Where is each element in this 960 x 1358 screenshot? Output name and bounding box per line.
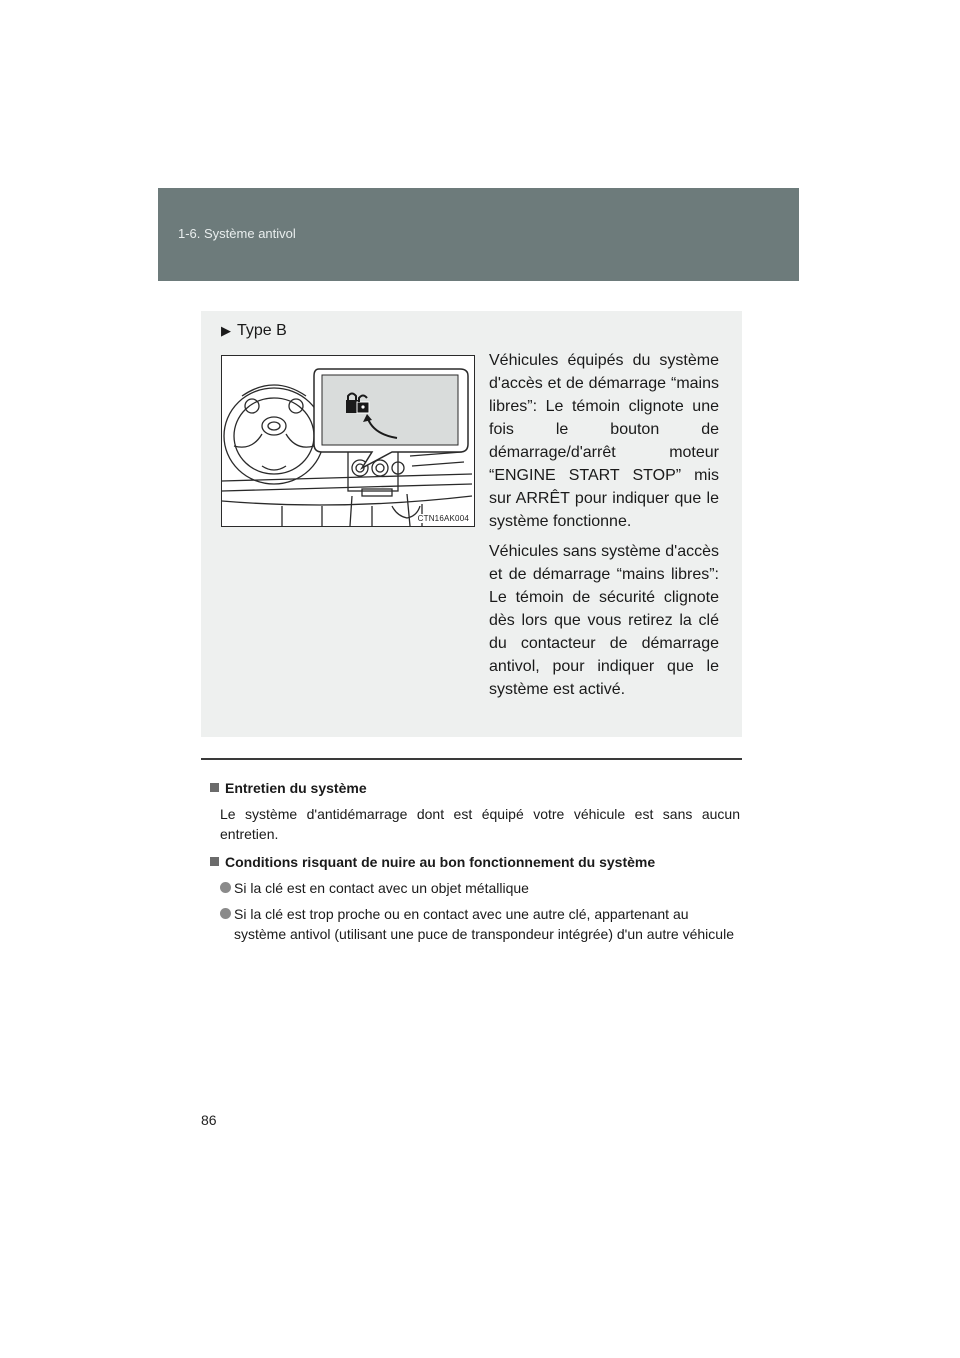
info-box (201, 311, 742, 737)
maintenance-heading (210, 778, 740, 798)
section-title: 1-6. Système antivol (178, 226, 296, 241)
indicator-panel (322, 375, 458, 445)
circle-bullet-icon (220, 908, 231, 919)
conditions-heading (210, 852, 740, 872)
description-paragraph: Véhicules équipés du système d'accès et de démarrage “mains libres”: Le témoin clignote une fois le bouton de démarrage/d'arrêt moteur “ENGINE START STOP” mis sur ARRÊT pour indiquer que le système fonctionne. (489, 352, 719, 530)
page-number: 86 (201, 1112, 217, 1128)
type-label-text: Type B (237, 322, 287, 339)
conditions-heading-text: Conditions risquant de nuire au bon fonctionnement du système (225, 854, 656, 870)
notes-section (210, 778, 740, 944)
square-bullet-icon (210, 783, 219, 792)
dashboard-drawing (222, 356, 474, 526)
maintenance-heading-text: Entretien du système (225, 780, 367, 796)
list-item (234, 878, 740, 898)
steering-wheel-hub (262, 417, 286, 435)
description-with-smart-key (489, 349, 719, 533)
description-paragraph: Véhicules sans système d'accès et de démarrage “mains libres”: Le témoin de sécurité clignote dès lors que vous retirez la clé du contacteur de démarrage antivol, pour indiquer que le système est activé. (489, 543, 719, 698)
triangle-bullet-icon: ▶ (221, 323, 231, 338)
dashboard-illustration (221, 355, 475, 527)
maintenance-text: Le système d'antidémarrage dont est équipé votre véhicule est sans aucun entretien. (220, 806, 740, 842)
circle-bullet-icon (220, 882, 231, 893)
list-item-text: Si la clé est trop proche ou en contact avec une autre clé, appartenant au système antivol (utilisant une puce de transpondeur intégrée) d'un autre véhicule (234, 906, 734, 942)
square-bullet-icon (210, 857, 219, 866)
section-divider (201, 758, 742, 760)
description-without-smart-key (489, 540, 719, 701)
type-label (221, 322, 287, 340)
list-item-text: Si la clé est en contact avec un objet métallique (234, 880, 529, 896)
section-header-band (158, 188, 799, 281)
illustration-code: CTN16AK004 (417, 514, 469, 523)
list-item (234, 904, 740, 944)
